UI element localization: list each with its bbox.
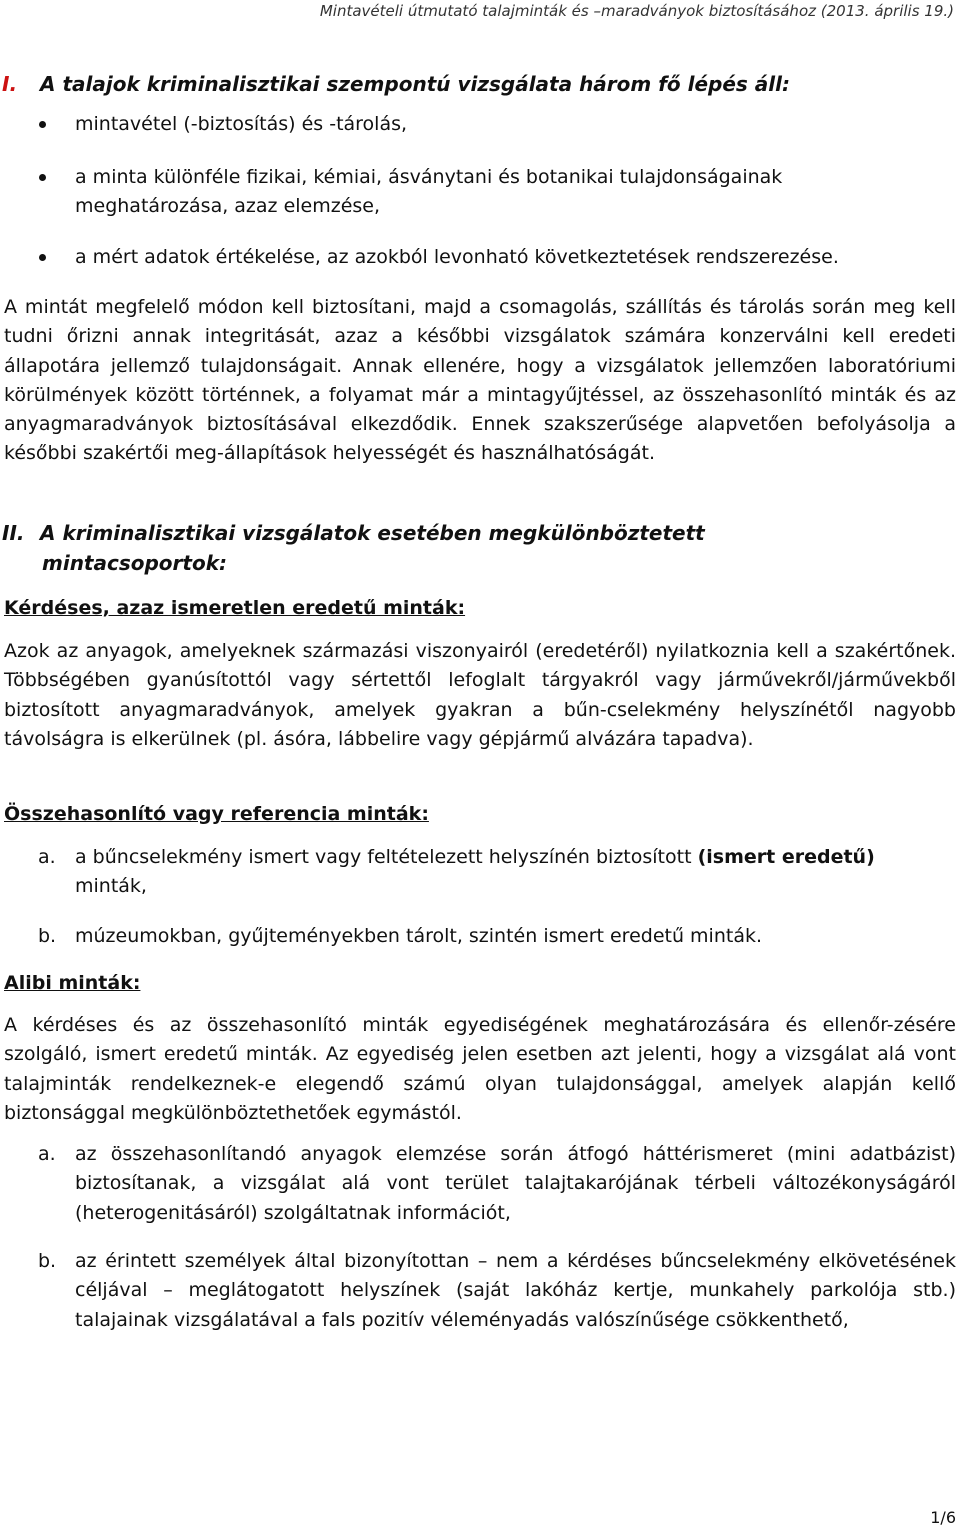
section-2-heading	[2, 518, 705, 578]
section-1-paragraph: A mintát megfelelő módon kell biztosítani, majd a csomagolás, szállítás és tárolás során meg kell tudni őrizni annak integritását, azaz a későbbi vizsgálatok számára konzerválni kell eredeti állapotára jellemző tulajdonságait. Annak ellenére, hogy a vizsgálatok jellemzően laboratóriumi körülmények között történnek, a folyamat már a mintagyűjtéssel, az összehasonlító minták és az anyagmaradványok biztosításával elkezdődik. Ennek szakszerűsége alapvetően befolyásolja a későbbi szakértői meg-állapítások helyességét és használhatóságát.	[4, 296, 956, 465]
alibi-item-a: a. az összehasonlítandó anyagok elemzése során átfogó háttérismeret (mini adatbázist) biztosítanak, a vizsgálat alá vont terület talajtakarójának térbeli változékonyságáról (heterogenitásáról) szolgáltatnak információt,	[38, 1143, 956, 1224]
page-number: 1/6	[930, 1508, 956, 1527]
bullet-icon	[39, 174, 46, 181]
questioned-samples-heading: Kérdéses, azaz ismeretlen eredetű minták:	[4, 597, 466, 619]
section-1-title: A talajok kriminalisztikai szempontú vizsgálata három fő lépés áll:	[40, 72, 790, 96]
alibi-item-b: b. az érintett személyek által bizonyítottan – nem a kérdéses bűncselekmény elkövetésének céljával – meglátogatott helyszínek (saját lakóház kertje, munkahely parkolója stb.) talajainak vizsgálatával a fals pozitív véleményadás valószínűsége csökkenthető,	[38, 1250, 956, 1331]
bullet-item: a mért adatok értékelése, az azokból levonható következtetések rendszerezése.	[0, 243, 960, 272]
reference-item-b: b. múzeumokban, gyűjteményekben tárolt, szintén ismert eredetű minták.	[38, 925, 763, 947]
section-2-title-line1: A kriminalisztikai vizsgálatok esetében megkülönböztetett	[40, 521, 705, 545]
alibi-samples-paragraph: A kérdéses és az összehasonlító minták egyediségének meghatározására és ellenőr-zésére szolgáló, ismert eredetű minták. Az egyediség jelen esetben azt jelenti, hogy a vizsgálat alá vont talajminták rendelkeznek-e elegendő számú olyan tulajdonsággal, amelyek alapján kellő biztonsággal megkülönböztethetőek egymástól.	[4, 1014, 956, 1124]
section-2-title-line2: mintacsoportok:	[42, 551, 228, 575]
bullet-item: a minta különféle fizikai, kémiai, ásványtani és botanikai tulajdonságainak meghatározása, azaz elemzése,	[0, 163, 960, 221]
questioned-samples-paragraph: Azok az anyagok, amelyeknek származási viszonyairól (eredetéről) nyilatkoznia kell a szakértőnek. Többségében gyanúsítottól vagy sértettől lefoglalt tárgyakról vagy járművekről/járművekből biztosított anyagmaradványok, amelyek gyakran a bűn-cselekmény helyszínétől nagyobb távolságra is elkerülnek (pl. ásóra, lábbelire vagy gépjármű alvázára tapadva).	[4, 640, 956, 750]
section-1-heading	[2, 72, 790, 96]
reference-samples-heading: Összehasonlító vagy referencia minták:	[4, 803, 429, 825]
alibi-samples-heading: Alibi minták:	[4, 972, 141, 994]
bullet-icon	[39, 121, 46, 128]
bullet-item: mintavétel (-biztosítás) és -tárolás,	[0, 110, 960, 139]
section-2-number: II.	[2, 521, 25, 545]
bullet-icon	[39, 254, 46, 261]
section-1-number: I.	[2, 72, 18, 96]
running-header: Mintavételi útmutató talajminták és –maradványok biztosításához (2013. április 19.)	[319, 2, 954, 20]
reference-item-a: a. a bűncselekmény ismert vagy feltételezett helyszínén biztosított (ismert eredetű) minták,	[38, 846, 875, 898]
